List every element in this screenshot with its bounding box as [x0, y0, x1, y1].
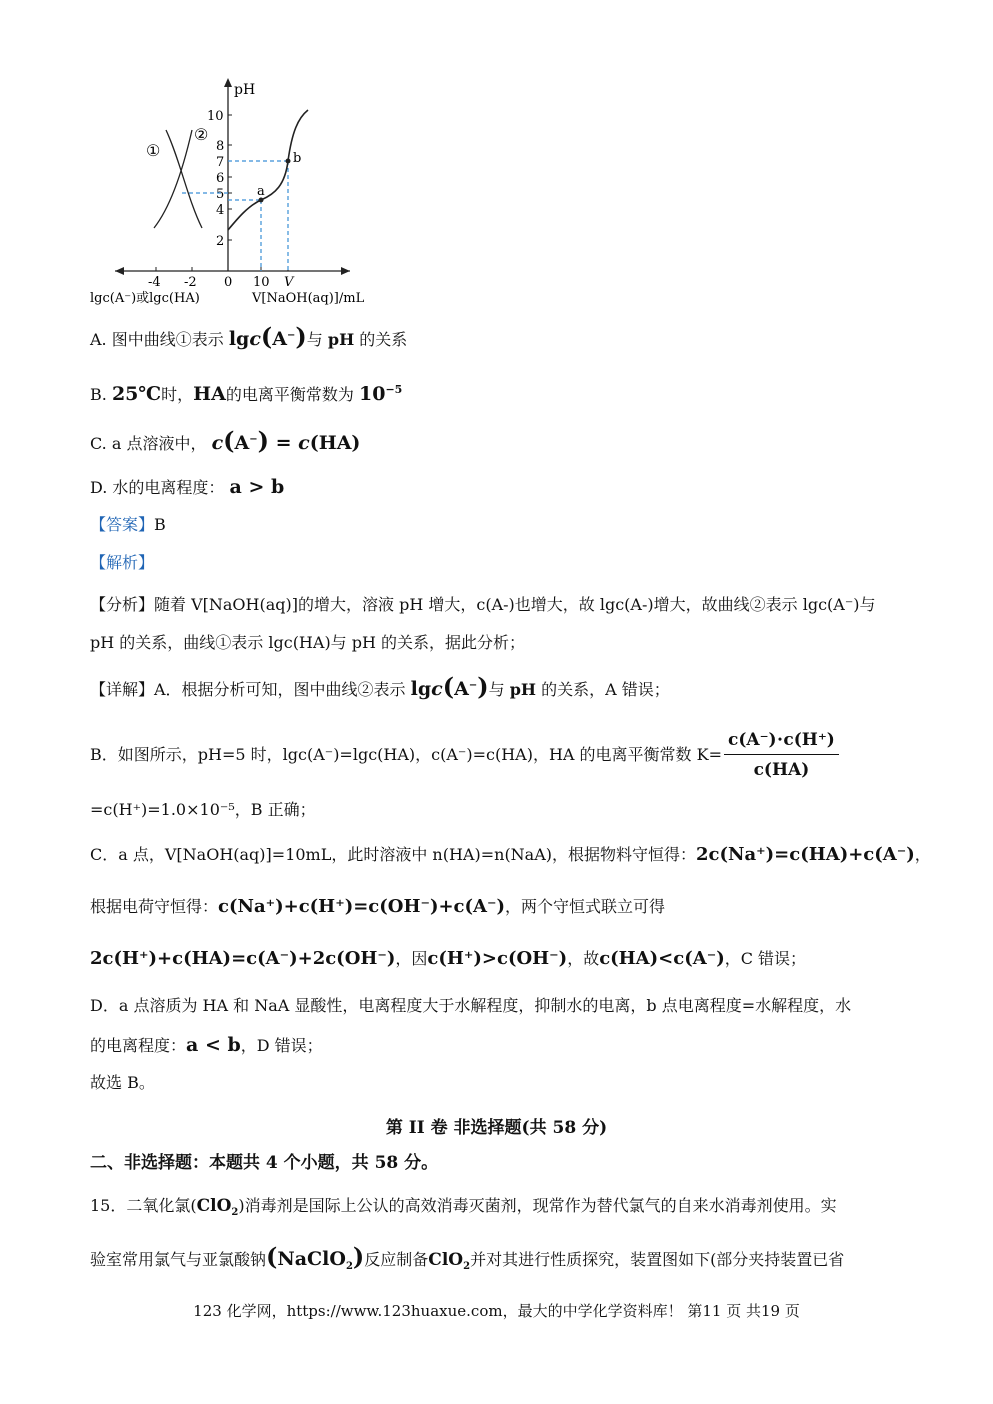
ka-fraction: $\frac{c(A^-)\cdot c(H^+)}{c(HA)}$ [724, 727, 839, 783]
y-tick-8: 8 [216, 139, 225, 154]
curve-1-label: ① [146, 141, 161, 160]
curve-1 [166, 130, 202, 228]
option-a: A. 图中曲线①表示 lgc(A−)与 pH 的关系 [90, 322, 408, 351]
detail-c-line-1: C．a 点，V[NaOH(aq)]=10mL，此时溶液中 n(HA)=n(NaA)，根据物料守恒得：2c(Na⁺)=c(HA)+c(A⁻)， [90, 844, 931, 865]
detail-d-line-1: D．a 点溶质为 HA 和 NaA 显酸性，电离程度大于水解程度，抑制水的电离，b 点电离程度=水解程度，水 [90, 996, 852, 1015]
analysis-line-2: pH 的关系，曲线①表示 lgc(HA)与 pH 的关系，据此分析； [90, 633, 526, 652]
x-tick-neg2: -2 [184, 275, 197, 290]
analysis-line-1: 【分析】随着 V[NaOH(aq)]的增大，溶液 pH 增大，c(A-)也增大，故 lgc(A-)增大，故曲线②表示 lgc(A⁻)与 [90, 595, 876, 614]
answer-line: 【答案】B [90, 515, 166, 534]
y-axis-label: pH [234, 82, 256, 98]
option-c: C. a 点溶液中， c(A−) = c(HA) [90, 426, 361, 455]
x-axis-label-right: V[NaOH(aq)]/mL [252, 291, 365, 306]
detail-b: B．如图所示，pH=5 时，lgc(A⁻)=lgc(HA)，c(A⁻)=c(HA)，HA 的电离平衡常数 K= $\frac{c(A^-)\cdot c(H^+)}{c(HA)}$ [90, 727, 839, 783]
ka-value: $10^{-5}$ [358, 383, 403, 405]
section-title: 第 II 卷 非选择题(共 58 分) [385, 1118, 608, 1138]
ph-titration-graph [80, 70, 400, 310]
y-tick-4: 4 [216, 203, 225, 218]
option-b: B. 25℃时，HA的电离平衡常数为 $10^{-5}$ [90, 383, 403, 405]
detail-a: 【详解】A．根据分析可知，图中曲线②表示 lgc(A−)与 pH 的关系，A 错误； [90, 672, 670, 701]
conclusion: 故选 B。 [90, 1073, 155, 1092]
page-footer: 123 化学网，https://www.123huaxue.com，最大的中学化学资料库！ 第11 页 共19 页 [193, 1302, 800, 1320]
detail-c-line-2: 根据电荷守恒得：c(Na⁺)+c(H⁺)=c(OH⁻)+c(A⁻)，两个守恒式联立可得 [90, 896, 666, 917]
x-tick-neg4: -4 [148, 275, 161, 290]
formula-lgc-a: lgc(A−) [228, 322, 307, 351]
titration-curve [228, 110, 308, 230]
formula-c-equality: c(A−) = c(HA) [211, 426, 361, 455]
y-tick-2: 2 [216, 234, 225, 249]
y-tick-10: 10 [207, 109, 224, 124]
y-tick-5: 5 [216, 187, 225, 202]
x-axis-label-left: lgc(A⁻)或lgc(HA) [90, 291, 200, 306]
question-15-line-2: 验室常用氯气与亚氯酸钠(NaClO$_2$)反应制备ClO$_2$并对其进行性质探究，装置图如下(部分夹持装置已省 [90, 1242, 845, 1272]
y-tick-6: 6 [216, 171, 225, 186]
x-tick-10: 10 [253, 275, 270, 290]
analysis-label: 【解析】 [90, 553, 155, 572]
x-tick-0: 0 [224, 275, 233, 290]
question-15-line-1: 15．二氧化氯(ClO$_2$)消毒剂是国际上公认的高效消毒灭菌剂，现常作为替代氯气的自来水消毒剂使用。实 [90, 1196, 837, 1218]
point-a-label: a [257, 184, 265, 199]
part-title: 二、非选择题：本题共 4 个小题，共 58 分。 [90, 1153, 439, 1173]
detail-b-result: =c(H⁺)=1.0×10⁻⁵，B 正确； [90, 800, 316, 819]
curve-2-label: ② [194, 125, 209, 144]
x-tick-v: V [284, 275, 294, 290]
option-d: D. 水的电离程度： a > b [90, 476, 285, 498]
detail-c-line-3: 2c(H⁺)+c(HA)=c(A⁻)+2c(OH⁻)，因c(H⁺)>c(OH⁻)，故c(HA)<c(A⁻)，C 错误； [90, 948, 807, 969]
detail-d-line-2: 的电离程度：a < b，D 错误； [90, 1034, 323, 1056]
point-b-label: b [293, 151, 302, 166]
y-tick-7: 7 [216, 155, 225, 170]
